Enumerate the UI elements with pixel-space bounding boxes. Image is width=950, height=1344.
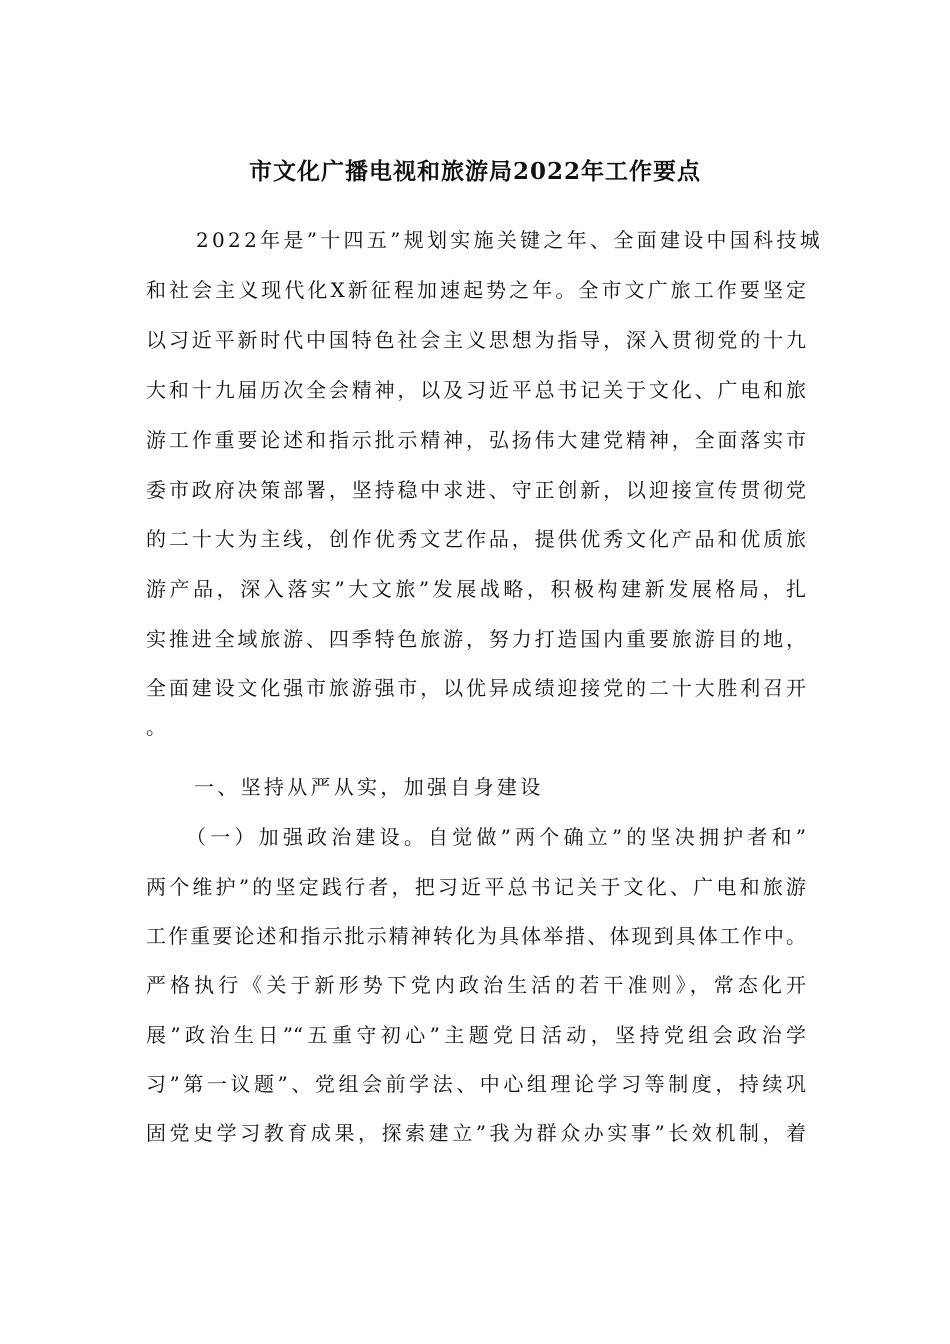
intro-line-1: 2022年是”十四五”规划实施关键之年、全面建设中国科技城 (196, 228, 824, 252)
section-1-line-1: （一）加强政治建设。自觉做”两个确立”的坚决拥护者和” (186, 825, 806, 849)
section-1-line-2: 两个维护”的坚定践行者，把习近平总书记关于文化、广电和旅游 (146, 875, 806, 899)
intro-line-3: 以习近平新时代中国特色社会主义思想为指导，深入贯彻党的十九 (146, 328, 806, 352)
section-1-line-3: 工作重要论述和指示批示精神转化为具体举措、体现到具体工作中。 (146, 924, 806, 948)
document-title: 市文化广播电视和旅游局2022年工作要点 (248, 158, 701, 185)
intro-line-7: 的二十大为主线，创作优秀文艺作品，提供优秀文化产品和优质旅 (146, 527, 806, 551)
intro-line-6: 委市政府决策部署，坚持稳中求进、守正创新，以迎接宣传贯彻党 (146, 478, 806, 502)
intro-line-10: 全面建设文化强市旅游强市，以优异成绩迎接党的二十大胜利召开 (146, 676, 806, 700)
intro-line-9: 实推进全域旅游、四季特色旅游，努力打造国内重要旅游目的地， (146, 627, 806, 651)
intro-line-4: 大和十九届历次全会精神，以及习近平总书记关于文化、广电和旅 (146, 378, 806, 402)
section-1-line-7: 固党史学习教育成果，探索建立”我为群众办实事”长效机制，着 (146, 1121, 806, 1145)
section-1-line-5: 展”政治生日”“五重守初心”主题党日活动，坚持党组会政治学 (146, 1023, 806, 1047)
section-1-line-6: 习”第一议题”、党组会前学法、中心组理论学习等制度，持续巩 (146, 1072, 806, 1096)
intro-line-11: 。 (146, 715, 170, 739)
intro-line-8: 游产品，深入落实”大文旅”发展战略，积极构建新发展格局，扎 (146, 577, 806, 601)
section-1-heading: 一、坚持从严从实，加强自身建设 (194, 775, 544, 799)
section-1-line-4: 严格执行《关于新形势下党内政治生活的若干准则》，常态化开 (146, 973, 806, 997)
intro-line-2: 和社会主义现代化X新征程加速起势之年。全市文广旅工作要坚定 (146, 278, 806, 302)
intro-line-5: 游工作重要论述和指示批示精神，弘扬伟大建党精神，全面落实市 (146, 428, 806, 452)
